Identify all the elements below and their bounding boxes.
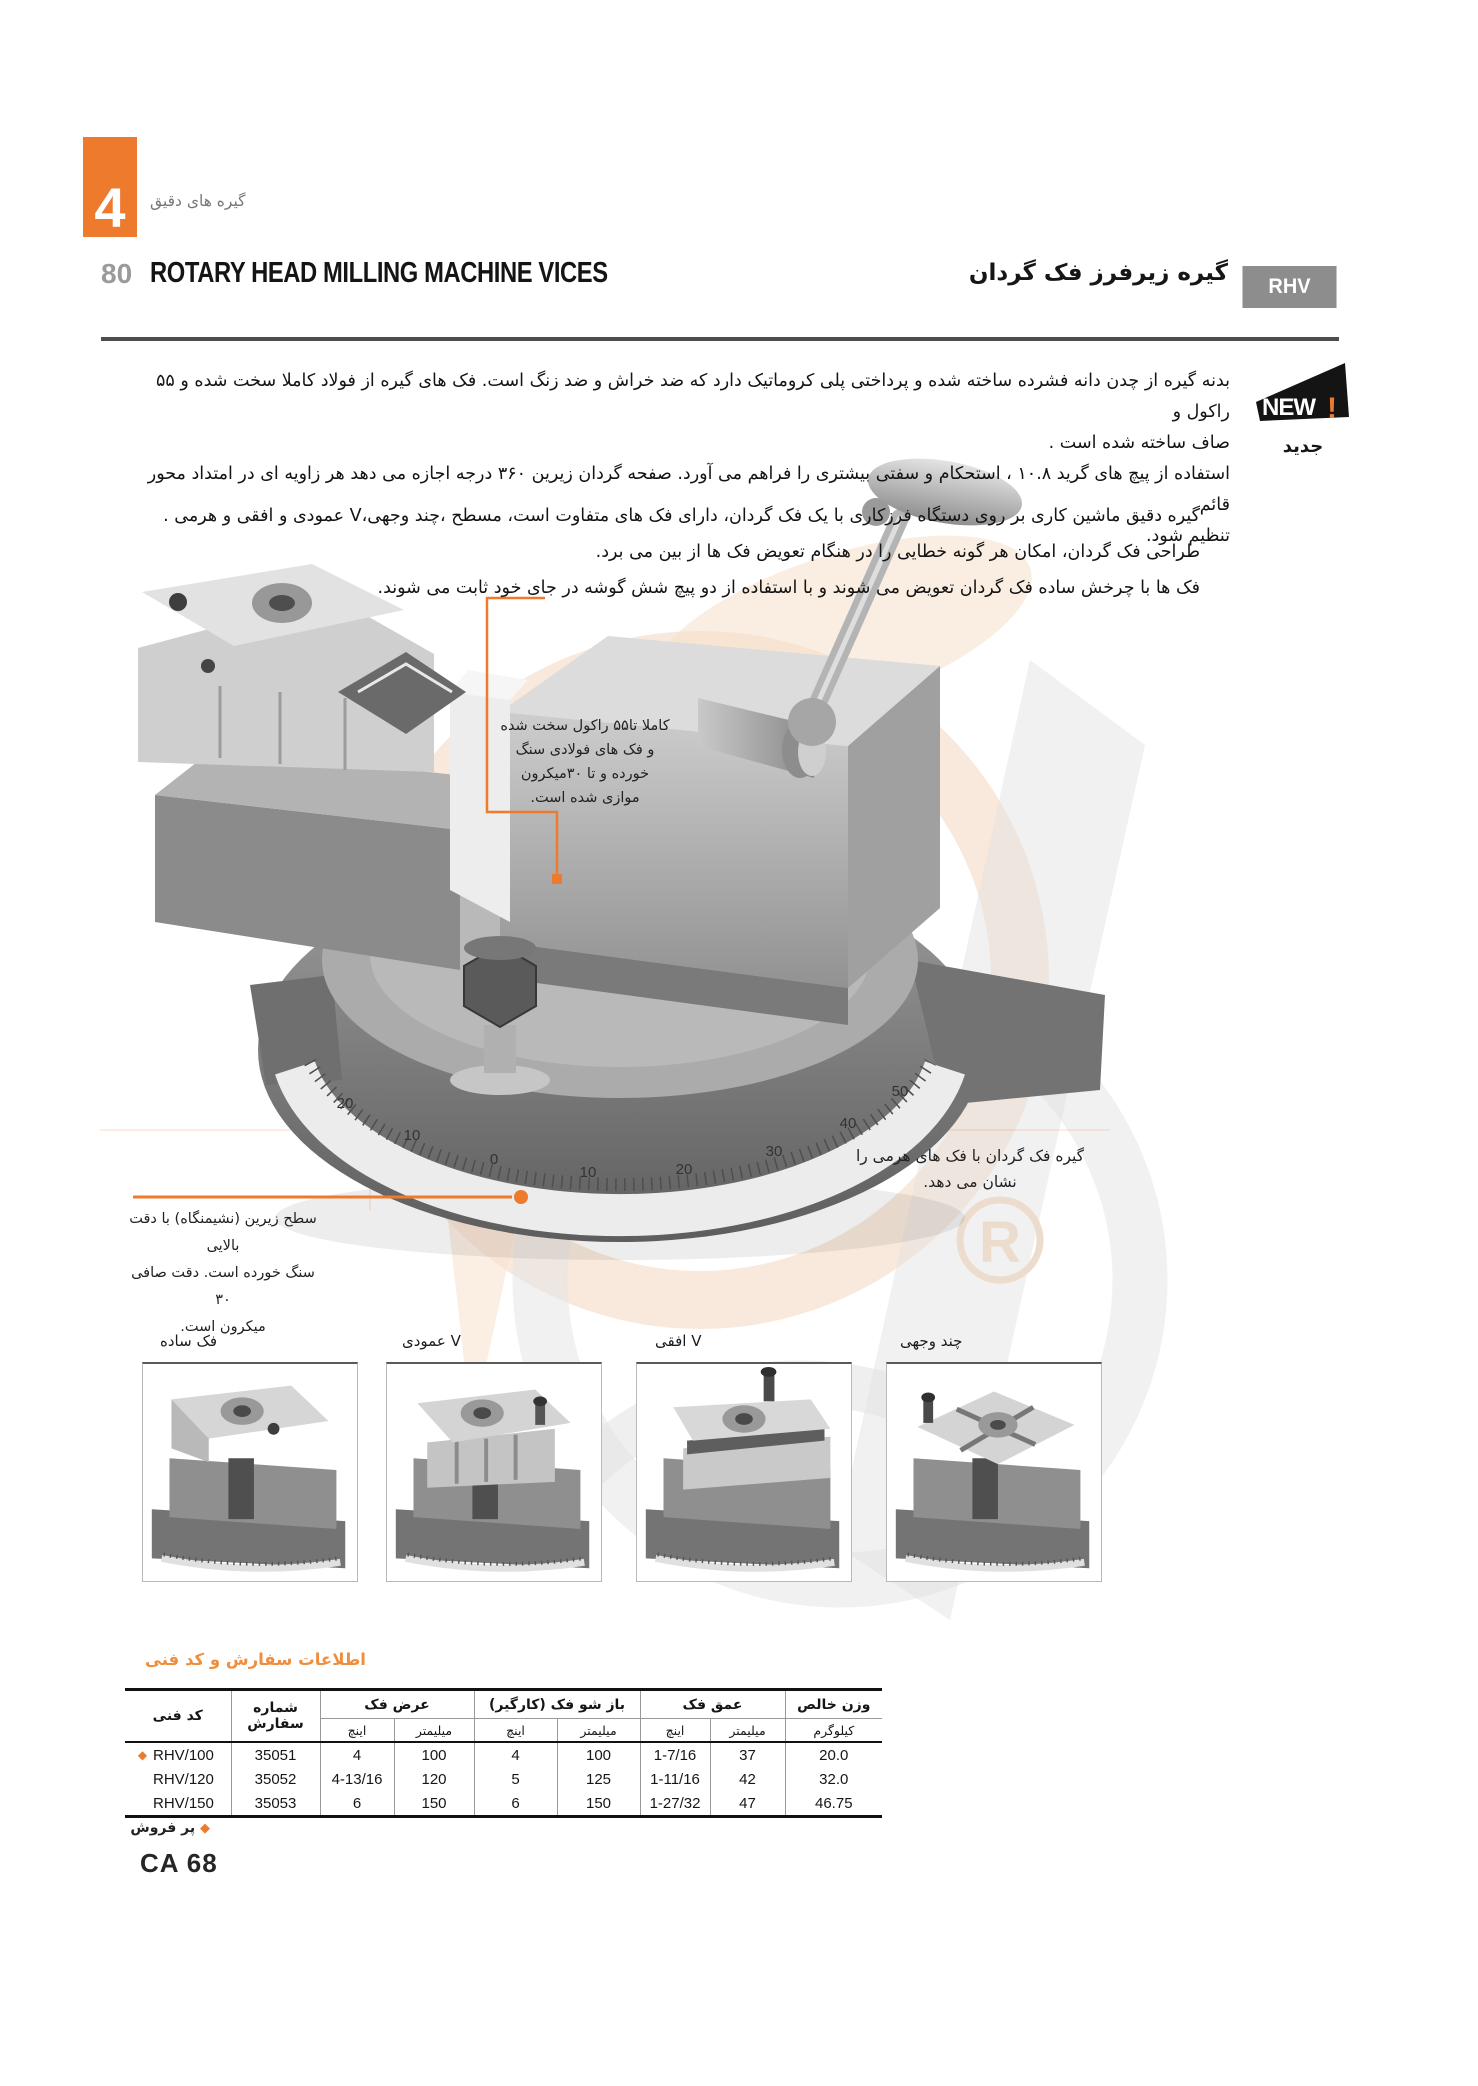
- subcol-mm: میلیمتر: [710, 1719, 785, 1743]
- variant-label-v-vertical: V عمودی: [402, 1332, 461, 1350]
- legend-label: پر فروش: [130, 1820, 196, 1836]
- subcol-mm: میلیمتر: [557, 1719, 640, 1743]
- variant-image-plain-jaw: [142, 1362, 358, 1582]
- callout-pyramid-jaws: گیره فک گردان با فک های هرمی را نشان می دهد.: [855, 1147, 1085, 1191]
- order-number: 35052: [231, 1767, 320, 1791]
- col-header-order: شماره سفارش: [231, 1690, 320, 1743]
- best-seller-icon: ◆: [137, 1748, 148, 1762]
- jaw-depth-mm: 47: [710, 1791, 785, 1817]
- jaw-width-inch: 6: [320, 1791, 394, 1817]
- svg-text:10: 10: [403, 1127, 421, 1144]
- col-header-jaw-width: عرض فک: [320, 1690, 474, 1719]
- best-seller-icon: ◆: [200, 1821, 210, 1836]
- intro-paragraph-2: [128, 498, 1200, 606]
- new-flag-icon: [1253, 360, 1353, 430]
- model-code: RHV/150: [153, 1794, 214, 1812]
- paragraph-line: استفاده از پیچ های گرید ۱۰.۸ ، استحکام و سفتی بیشتری را فراهم می آورد. صفحه گردان زیرین ۳۶۰ درجه اجازه می دهد هر زاویه ای در امتداد محور قائم: [147, 464, 1230, 515]
- chapter-label: گیره های دقیق: [150, 192, 246, 210]
- subcol-inch: اینچ: [640, 1719, 710, 1743]
- jaw-depth-inch: 1-11/16: [640, 1767, 710, 1791]
- paragraph-line: طراحی فک گردان، امکان هر گونه خطایی را در هنگام تعویض فک ها از بین می برد.: [595, 542, 1200, 562]
- net-weight-kg: 20.0: [785, 1742, 882, 1767]
- col-header-net-weight: وزن خالص: [785, 1690, 882, 1719]
- variant-image-multi-face: [886, 1362, 1102, 1582]
- jaw-depth-inch: 1-27/32: [640, 1791, 710, 1817]
- model-badge: RHV: [1242, 266, 1336, 308]
- paragraph-line: گیره دقیق ماشین کاری بر روی دستگاه فرزکاری با یک فک گردان، دارای فک های متفاوت است، مسطح ،چند وجهی،V عمودی و افقی و هرمی .: [163, 506, 1200, 526]
- new-label-fa: جدید: [1282, 436, 1324, 457]
- page-title-en: ROTARY HEAD MILLING MACHINE VICES: [150, 257, 608, 289]
- jaw-opening-inch: 5: [474, 1767, 557, 1791]
- svg-text:40: 40: [839, 1115, 857, 1132]
- paragraph-line: صاف ساخته شده است .: [1048, 433, 1230, 453]
- jaw-width-mm: 100: [394, 1742, 474, 1767]
- spec-table: [125, 1688, 882, 1818]
- jaw-width-mm: 150: [394, 1791, 474, 1817]
- svg-text:30: 30: [765, 1143, 783, 1160]
- chapter-number: 4: [94, 176, 126, 239]
- order-number: 35053: [231, 1791, 320, 1817]
- jaw-opening-mm: 125: [557, 1767, 640, 1791]
- jaw-width-inch: 4: [320, 1742, 394, 1767]
- svg-text:50: 50: [891, 1083, 909, 1100]
- col-header-jaw-opening: باز شو فک (کارگیر): [474, 1690, 640, 1719]
- best-seller-legend: [130, 1820, 210, 1836]
- svg-text:!: !: [1327, 392, 1337, 425]
- jaw-depth-inch: 1-7/16: [640, 1742, 710, 1767]
- net-weight-kg: 32.0: [785, 1767, 882, 1791]
- variant-label-plain: فک ساده: [160, 1332, 218, 1350]
- variant-label-multi-face: چند وجهی: [900, 1332, 963, 1350]
- paragraph-line: بدنه گیره از چدن دانه فشرده ساخته شده و پرداختی پلی کروماتیک دارد که ضد خراش و ضد زنگ است. فک های گیره از فولاد کاملا سخت شده و ۵۵ راکول و: [156, 371, 1230, 422]
- table-row: [125, 1742, 882, 1767]
- svg-text:0: 0: [489, 1151, 499, 1168]
- col-header-jaw-depth: عمق فک: [640, 1690, 785, 1719]
- variant-label-v-horizontal: V افقی: [655, 1332, 702, 1350]
- subcol-kg: کیلوگرم: [785, 1719, 882, 1743]
- net-weight-kg: 46.75: [785, 1791, 882, 1817]
- paragraph-line: فک ها با چرخش ساده فک گردان تعویض می شوند و با استفاده از دو پیچ شش گوشه در جای خود ثابت می شوند.: [377, 578, 1200, 598]
- jaw-depth-mm: 42: [710, 1767, 785, 1791]
- subcol-inch: اینچ: [320, 1719, 394, 1743]
- jaw-width-mm: 120: [394, 1767, 474, 1791]
- callout-dot: [514, 1190, 528, 1204]
- jaw-opening-mm: 100: [557, 1742, 640, 1767]
- callout-base-surface: سطح زیرین (نشیمنگاه) با دقت بالایی سنگ خورده است. دقت صافی ۳۰ میکرون است.: [129, 1211, 317, 1335]
- jaw-opening-inch: 4: [474, 1742, 557, 1767]
- table-row: [125, 1791, 882, 1817]
- callout-dot: [552, 874, 562, 884]
- svg-text:10: 10: [579, 1164, 597, 1181]
- svg-text:20: 20: [336, 1095, 354, 1112]
- jaw-width-inch: 4-13/16: [320, 1767, 394, 1791]
- variant-image-v-horizontal: [636, 1362, 852, 1582]
- jaw-opening-mm: 150: [557, 1791, 640, 1817]
- catalog-page-code: CA 68: [140, 1848, 218, 1878]
- page-title-fa: گیره زیرفرز فک گردان: [968, 260, 1228, 286]
- svg-text:NEW: NEW: [1262, 394, 1315, 421]
- chapter-tab: [83, 137, 137, 237]
- jaw-opening-inch: 6: [474, 1791, 557, 1817]
- paragraph-line: تنظیم شود.: [1145, 526, 1230, 546]
- variant-image-v-vertical: [386, 1362, 602, 1582]
- model-code: RHV/100: [153, 1746, 214, 1764]
- header-rule: [101, 337, 1339, 341]
- callout-jaw-hardness: کاملا تا۵۵ راکول سخت شده و فک های فولادی سنگ خورده و تا ۳۰میکرون موازی شده است.: [500, 718, 670, 806]
- table-title: اطلاعات سفارش و کد فنی: [145, 1650, 366, 1669]
- order-number: 35051: [231, 1742, 320, 1767]
- model-code: RHV/120: [153, 1770, 214, 1788]
- page-number: 80: [101, 258, 133, 289]
- svg-text:20: 20: [675, 1161, 693, 1178]
- subcol-mm: میلیمتر: [394, 1719, 474, 1743]
- col-header-code: کد فنی: [152, 1708, 203, 1724]
- jaw-depth-mm: 37: [710, 1742, 785, 1767]
- subcol-inch: اینچ: [474, 1719, 557, 1743]
- table-row: [125, 1767, 882, 1791]
- svg-text:R: R: [979, 1210, 1021, 1275]
